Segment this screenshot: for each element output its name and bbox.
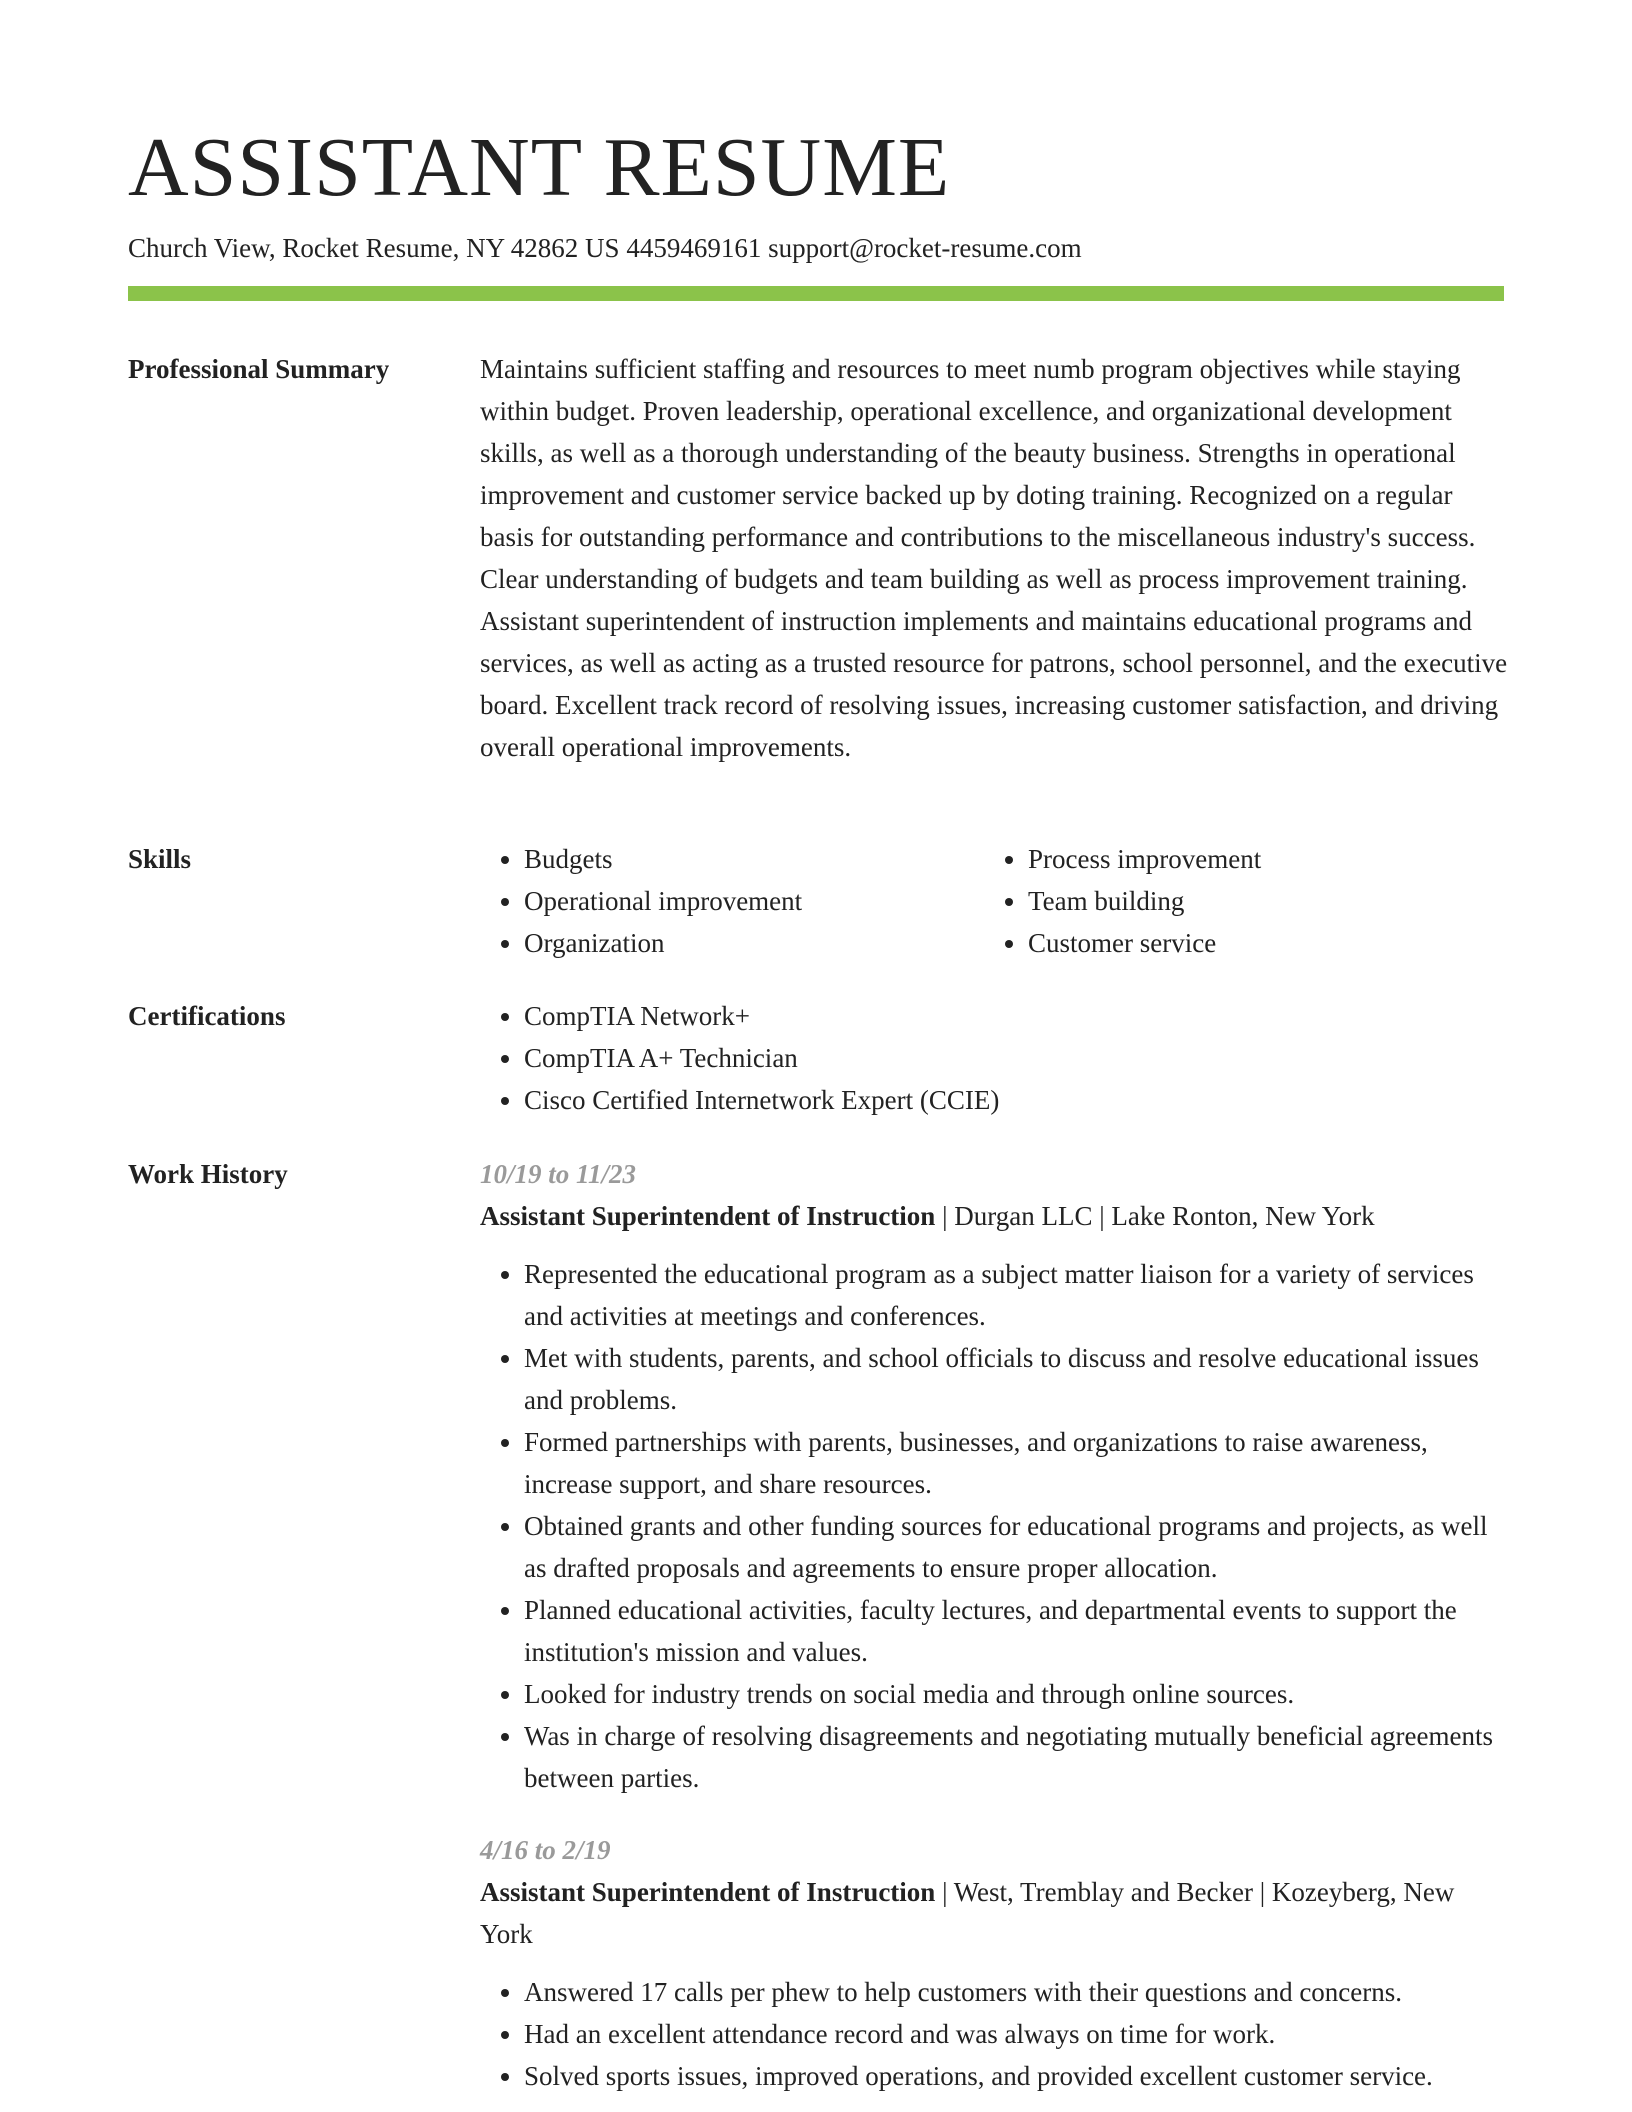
job-bullets (480, 1971, 1510, 2097)
job-bullet: • Formed partnerships with parents, businesses, and organizations to raise awareness, increase support, and share resources. (524, 1421, 1510, 1505)
work-history-label: Work History (128, 1159, 288, 1189)
job-bullet: • Planned educational activities, faculty lectures, and departmental events to support the institution's mission and values. (524, 1589, 1510, 1673)
job-bullets (480, 1253, 1510, 1799)
job-title: Assistant Superintendent of Instruction (480, 1877, 936, 1907)
job-bullet: • Had an excellent attendance record and was always on time for work. (524, 2013, 1510, 2055)
accent-divider (128, 286, 1504, 301)
skills-list (480, 838, 1510, 964)
job-bullet: • Met with students, parents, and school officials to discuss and resolve educational issues and problems. (524, 1337, 1510, 1421)
job-title: Assistant Superintendent of Instruction (480, 1201, 936, 1231)
resume-title: ASSISTANT RESUME (128, 121, 951, 214)
job-bullet: • Solved sports issues, improved operations, and provided excellent customer service. (524, 2055, 1510, 2097)
summary-label: Professional Summary (128, 354, 390, 384)
job-heading (480, 1195, 1510, 1237)
certification-item: • Cisco Certified Internetwork Expert (CCIE) (524, 1079, 1510, 1121)
job-bullet: • Answered 17 calls per phew to help customers with their questions and concerns. (524, 1971, 1510, 2013)
skill-item: • Budgets (524, 838, 1028, 880)
certifications-label: Certifications (128, 1001, 286, 1031)
job-bullet: • Looked for industry trends on social media and through online sources. (524, 1673, 1510, 1715)
certification-item: • CompTIA Network+ (524, 995, 1510, 1037)
skill-item: • Team building (1028, 880, 1532, 922)
job-bullet: • Represented the educational program as a subject matter liaison for a variety of services and activities at meetings and conferences. (524, 1253, 1510, 1337)
certifications-list (480, 995, 1510, 1121)
job-details: | Durgan LLC | Lake Ronton, New York (935, 1201, 1375, 1231)
skill-item: • Operational improvement (524, 880, 1028, 922)
job-dates: 10/19 to 11/23 (480, 1159, 637, 1189)
job-entry (480, 1153, 1510, 1799)
job-bullet: • Was in charge of resolving disagreements and negotiating mutually beneficial agreements between parties. (524, 1715, 1510, 1799)
job-heading (480, 1871, 1510, 1955)
contact-line: Church View, Rocket Resume, NY 42862 US 4459469161 support@rocket-resume.com (128, 233, 1082, 263)
certification-item: • CompTIA A+ Technician (524, 1037, 1510, 1079)
job-details: | West, Tremblay and Becker | Kozeyberg, New York (480, 1877, 1455, 1949)
job-bullet: • Obtained grants and other funding sources for educational programs and projects, as well as drafted proposals and agreements to ensure proper allocation. (524, 1505, 1510, 1589)
job-dates: 4/16 to 2/19 (480, 1835, 611, 1865)
summary-text: Maintains sufficient staffing and resources to meet numb program objectives while staying within budget. Proven leadership, operational excellence, and organizational development skills, as well as a thorough understanding of the beauty business. Strengths in operational improvement and customer service backed up by doting training. Recognized on a regular basis for outstanding performance and contributions to the miscellaneous industry's success. Clear understanding of budgets and team building as well as process improvement training. Assistant superintendent of instruction implements and maintains educational programs and services, as well as acting as a trusted resource for patrons, school personnel, and the executive board. Excellent track record of resolving issues, increasing customer satisfaction, and driving overall operational improvements. (480, 354, 1508, 762)
job-entry (480, 1829, 1510, 2097)
skill-item: • Process improvement (1028, 838, 1532, 880)
skill-item: • Organization (524, 922, 1028, 964)
skills-label: Skills (128, 844, 192, 874)
skill-item: • Customer service (1028, 922, 1532, 964)
